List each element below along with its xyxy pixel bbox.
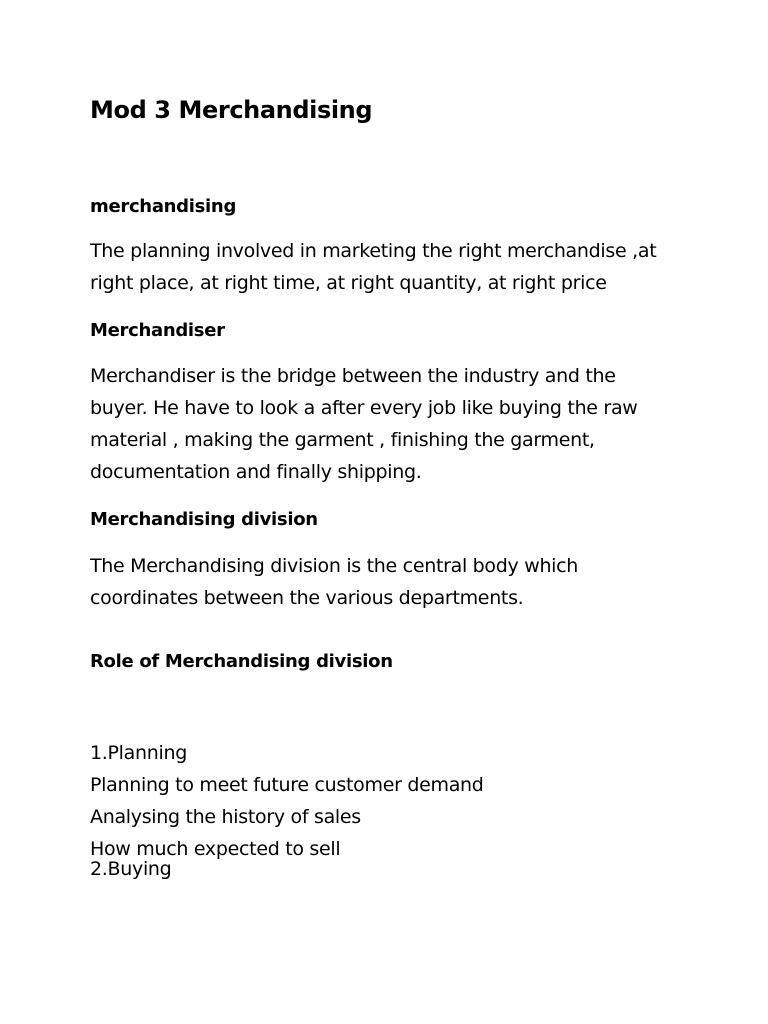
paragraph-line: Merchandiser is the bridge between the industry and the: [90, 365, 616, 387]
paragraph-line: right place, at right time, at right quantity, at right price: [90, 272, 607, 294]
paragraph-line: buyer. He have to look a after every job like buying the raw: [90, 397, 638, 419]
heading-merchandiser: Merchandiser: [90, 320, 225, 341]
heading-role-of-merchandising-division: Role of Merchandising division: [90, 651, 393, 672]
paragraph-merchandising-definition: [90, 235, 656, 299]
paragraph-line: documentation and finally shipping.: [90, 461, 422, 483]
paragraph-line: The planning involved in marketing the right merchandise ,at: [90, 240, 657, 262]
planning-item: How much expected to sell: [90, 838, 341, 860]
paragraph-line: material , making the garment , finishing the garment,: [90, 429, 595, 451]
paragraph-line: coordinates between the various departments.: [90, 587, 524, 609]
heading-merchandising-division: Merchandising division: [90, 509, 318, 530]
buying-label: 2.Buying: [90, 858, 172, 880]
heading-merchandising: merchandising: [90, 196, 237, 217]
page-title: Mod 3 Merchandising: [90, 96, 373, 124]
planning-label: 1.Planning: [90, 742, 187, 764]
planning-item: Planning to meet future customer demand: [90, 774, 484, 796]
paragraph-merchandising-division: [90, 550, 578, 614]
planning-block: [90, 737, 484, 865]
paragraph-line: The Merchandising division is the central body which: [90, 555, 579, 577]
planning-item: Analysing the history of sales: [90, 806, 361, 828]
paragraph-merchandiser-definition: [90, 360, 638, 488]
